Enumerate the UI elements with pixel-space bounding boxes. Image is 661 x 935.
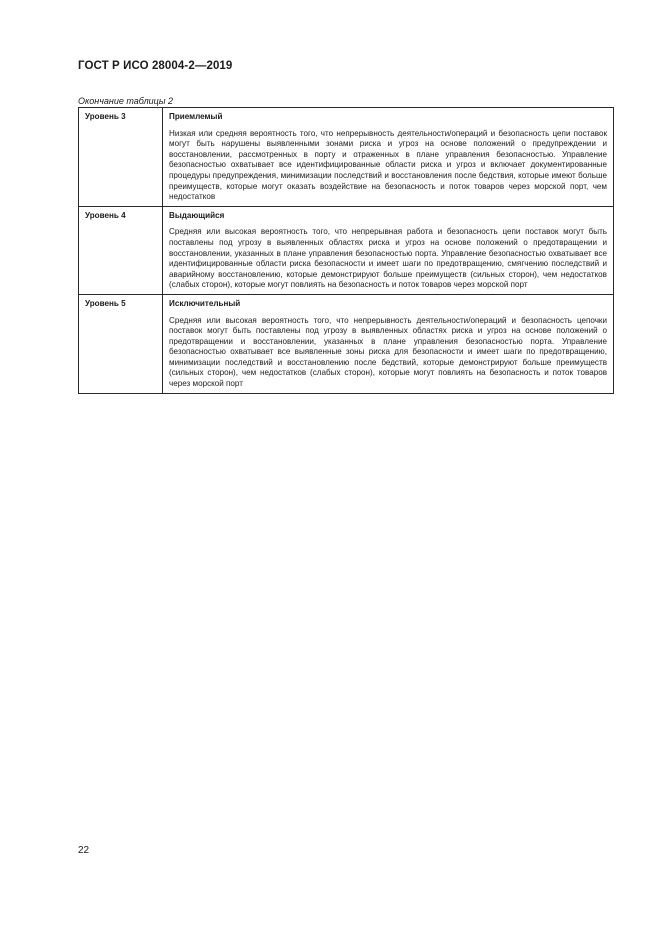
table-row: [79, 294, 614, 393]
description-text: Средняя или высокая вероятность того, что непрерывная работа и безопасность цепи поставок могут быть поставлены под угрозу в выявленных областях риска и угроз на основе положений о предотвращении и восстановлении, указанных в плане управления безопасностью порта. Управление безопасностью охватывает все идентифицированные области риска безопасности и имеет шаги по предотвращению, смягчению последствий и аварийному восстановлению, которые демонстрируют больше преимуществ (сильных сторон), чем недостатков (слабых сторон), которые могут повлиять на безопасность и поток товаров через морской порт: [169, 227, 607, 290]
description-cell: [163, 206, 614, 294]
category-label: Приемлемый: [169, 112, 223, 121]
category-label: Выдающийся: [169, 210, 225, 220]
table-row: [79, 108, 614, 207]
level-cell: Уровень 5: [79, 294, 163, 393]
document-header: ГОСТ Р ИСО 28004-2—2019: [78, 60, 233, 72]
category-label: Исключительный: [169, 298, 241, 308]
description-text: Низкая или средняя вероятность того, что непрерывность деятельности/операций и безопасность цепи поставок могут быть нарушены выявленными зонами риска и угроз на основе положений о предупреждении и восстановлении, рассмотренных в порту и отраженных в плане управления безопасностью. Управление безопасностью охватывает все идентифицированные области риска и угроз и включает документированные процедуры предупреждения, минимизации последствий и восстановления после бедствия, которые имеют больше преимуществ, которые могут оказать воздействие на безопасность и поток товаров через морской порт, чем недостатков: [169, 128, 607, 202]
level-cell: Уровень 4: [79, 206, 163, 294]
table-row: [79, 206, 614, 294]
page-number: 22: [78, 845, 90, 856]
level-cell: Уровень 3: [79, 108, 163, 207]
levels-table: [78, 107, 614, 394]
description-cell: [163, 294, 614, 393]
table-caption: Окончание таблицы 2: [78, 96, 173, 106]
description-text: Средняя или высокая вероятность того, что непрерывность деятельности/операций и безопасность цепочки поставок могут быть поставлены под угрозу в выявленных областях риска и угроз на основе положений о предотвращении и восстановлении, указанных в плане управления безопасностью порта. Управление безопасностью охватывает все выявленные зоны риска для безопасности и имеет шаги по предотвращению, минимизации последствий и восстановлению после бедствий, которые демонстрируют больше преимуществ (сильных сторон), чем недостатков (слабых сторон), которые могут повлиять на безопасность и поток товаров через морской порт: [169, 315, 607, 389]
description-cell: [163, 108, 614, 207]
